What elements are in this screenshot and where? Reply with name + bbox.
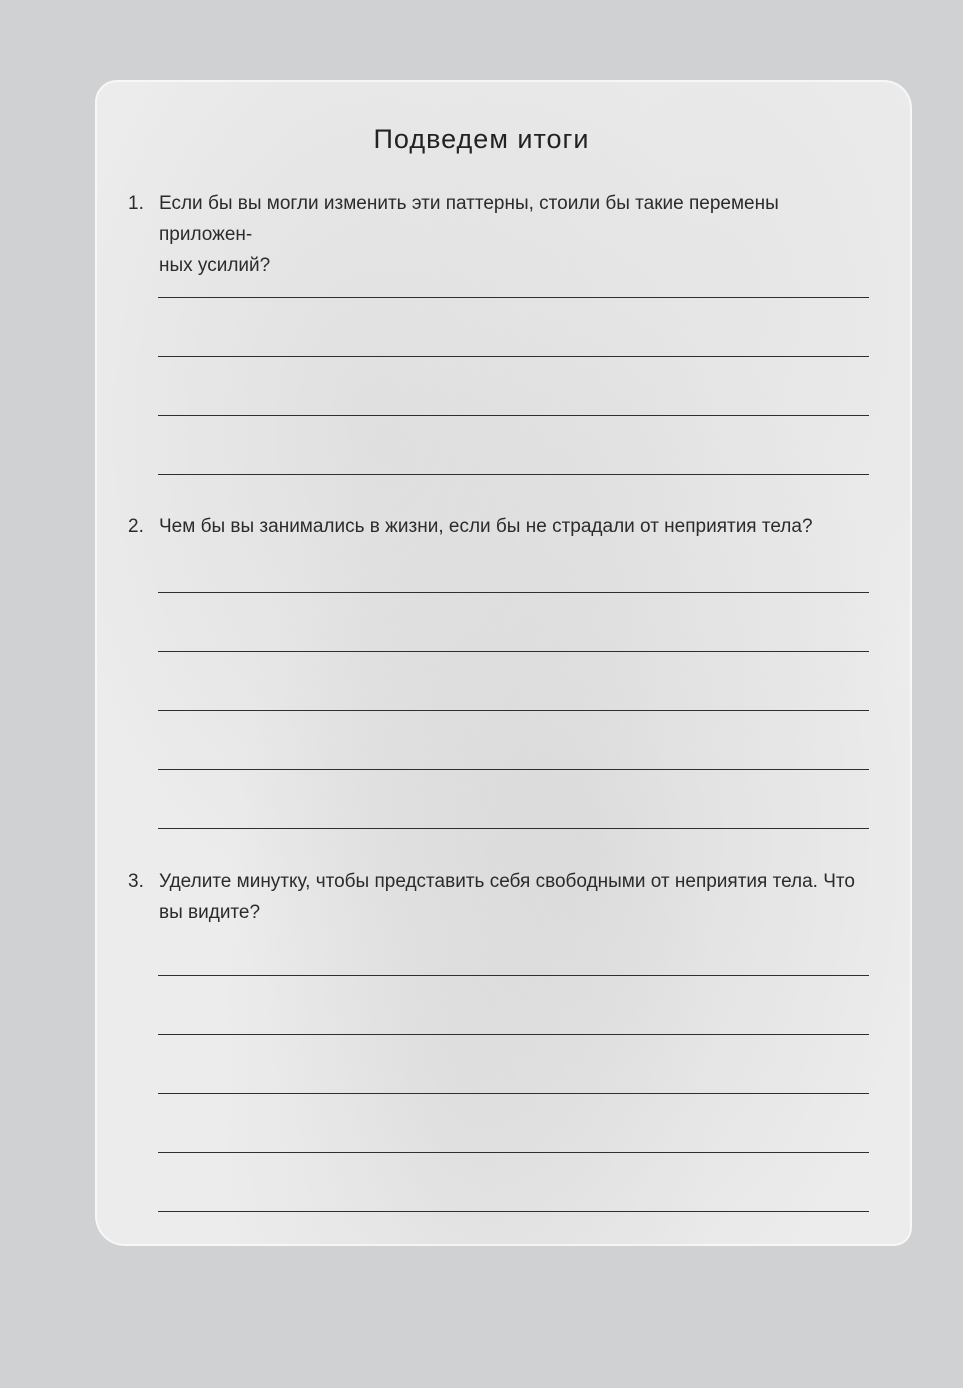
- question-text-line: ных усилий?: [159, 255, 271, 276]
- page-title: Подведем итоги: [373, 124, 590, 154]
- question-text-line: Чем бы вы занимались в жизни, если бы не страдали от неприятия тела?: [159, 516, 813, 537]
- question-text-line: Уделите минутку, чтобы представить себя свободными от неприятия тела. Что: [159, 871, 855, 892]
- question-text-line: Если бы вы могли изменить эти паттерны, стоили бы такие перемены приложен-: [159, 193, 779, 245]
- answer-line[interactable]: [158, 828, 869, 829]
- answer-line[interactable]: [158, 1034, 869, 1035]
- answer-line[interactable]: [158, 474, 869, 475]
- answer-line[interactable]: [158, 1152, 869, 1153]
- question-number: 3.: [128, 871, 144, 892]
- answer-line[interactable]: [158, 297, 869, 298]
- answer-line[interactable]: [158, 651, 869, 652]
- question-number: 2.: [128, 516, 144, 537]
- question-1: [128, 188, 870, 281]
- answer-line[interactable]: [158, 592, 869, 593]
- answer-line[interactable]: [158, 1211, 869, 1212]
- answer-line[interactable]: [158, 710, 869, 711]
- question-number: 1.: [128, 193, 144, 214]
- question-text-line: вы видите?: [159, 902, 261, 923]
- answer-line[interactable]: [158, 356, 869, 357]
- question-3: [128, 866, 870, 928]
- answer-line[interactable]: [158, 769, 869, 770]
- answer-line[interactable]: [158, 1093, 869, 1094]
- answer-line[interactable]: [158, 975, 869, 976]
- question-2: [128, 511, 870, 542]
- answer-line[interactable]: [158, 415, 869, 416]
